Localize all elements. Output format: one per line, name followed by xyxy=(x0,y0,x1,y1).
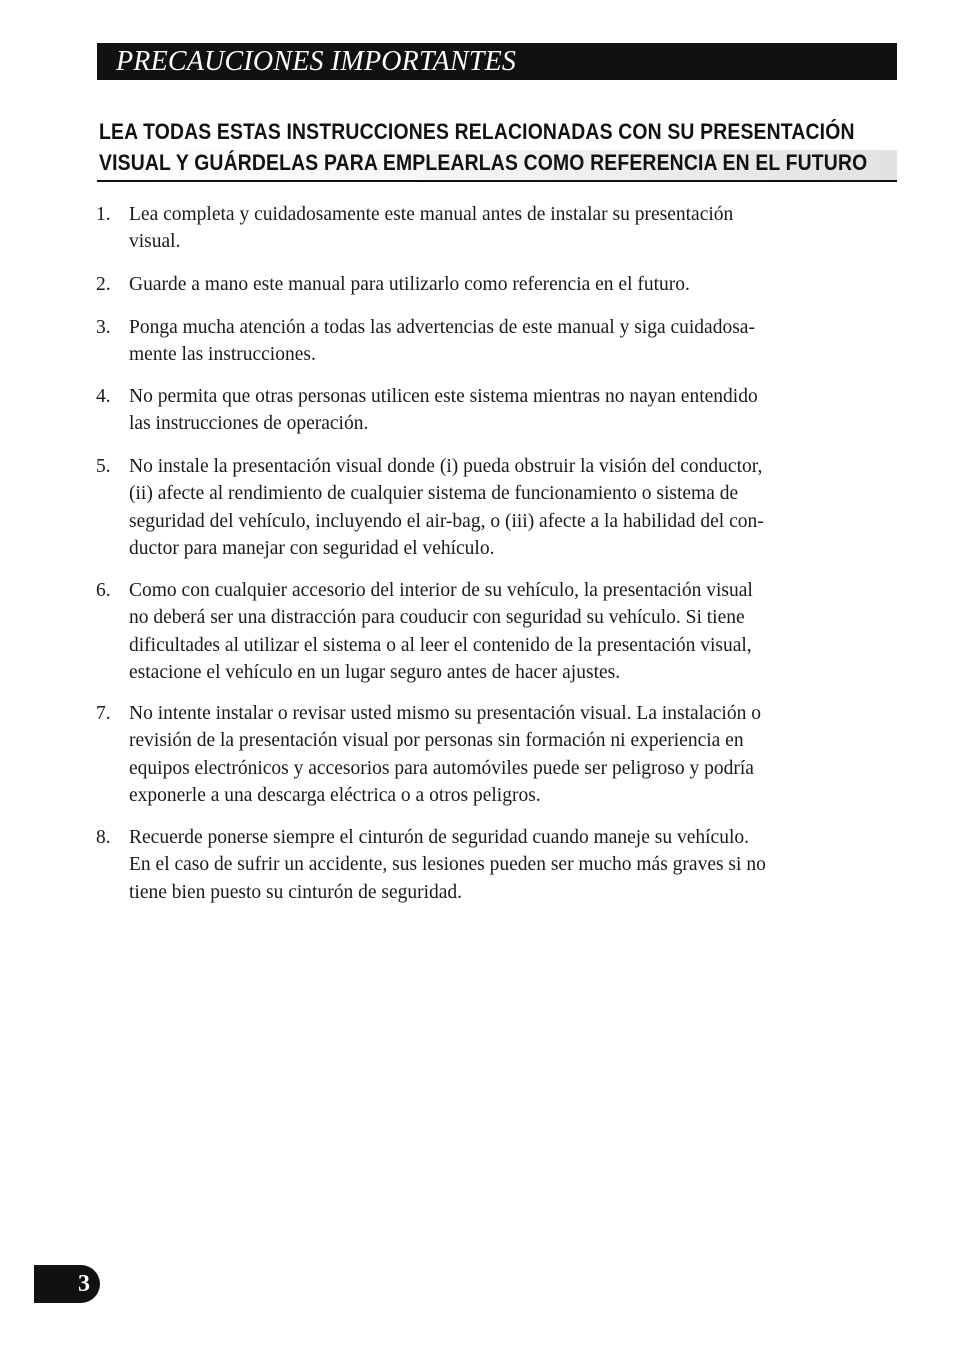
subheading-line-2: VISUAL Y GUÁRDELAS PARA EMPLEARLAS COMO REFERENCIA EN EL FUTURO xyxy=(99,150,868,175)
list-item-6 xyxy=(96,577,872,686)
list-item-text xyxy=(129,824,872,906)
subheading xyxy=(99,116,868,178)
text-line: revisión de la presentación visual por personas sin formación ni experiencia en xyxy=(129,730,744,752)
text-line: ductor para manejar con seguridad el vehículo. xyxy=(129,537,495,559)
list-item-number: 5. xyxy=(96,456,111,477)
section-title-bar xyxy=(97,43,897,80)
list-item-3 xyxy=(96,314,872,369)
text-line: visual. xyxy=(129,231,181,253)
list-item-text xyxy=(129,700,872,809)
text-line: (ii) afecte al rendimiento de cualquier sistema de funcionamiento o sistema de xyxy=(129,483,739,505)
list-item-4 xyxy=(96,383,872,438)
text-line: No instale la presentación visual donde (i) pueda obstruir la visión del conductor, xyxy=(129,456,763,477)
text-line: No permita que otras personas utilicen este sistema mientras no nayan entendido xyxy=(129,386,758,407)
text-line: exponerle a una descarga eléctrica o a otros peligros. xyxy=(129,784,541,806)
list-item-8 xyxy=(96,824,872,906)
subheading-underline xyxy=(97,180,897,182)
text-line: equipos electrónicos y accesorios para automóviles puede ser peligroso y podría xyxy=(129,757,754,779)
text-line: tiene bien puesto su cinturón de seguridad. xyxy=(129,881,463,903)
text-line: no deberá ser una distracción para couducir con seguridad su vehículo. Si tiene xyxy=(129,607,745,629)
list-item-number: 4. xyxy=(96,386,111,407)
list-item-text xyxy=(129,453,872,562)
list-item-5 xyxy=(96,453,872,562)
text-line: Guarde a mano este manual para utilizarlo como referencia en el futuro. xyxy=(129,274,690,295)
list-item-number: 7. xyxy=(96,703,111,724)
list-item-1 xyxy=(96,201,872,256)
text-line: Lea completa y cuidadosamente este manual antes de instalar su presentación xyxy=(129,204,734,225)
list-item-number: 3. xyxy=(96,317,111,338)
list-item-2 xyxy=(96,271,872,298)
list-item-number: 6. xyxy=(96,580,111,601)
list-item-text xyxy=(129,383,872,438)
text-line: En el caso de sufrir un accidente, sus lesiones pueden ser mucho más graves si no xyxy=(129,854,766,876)
page-number: 3 xyxy=(78,1271,90,1297)
text-line: seguridad del vehículo, incluyendo el air-bag, o (iii) afecte a la habilidad del con- xyxy=(129,510,764,532)
text-line: Recuerde ponerse siempre el cinturón de seguridad cuando maneje su vehículo. xyxy=(129,827,749,848)
text-line: No intente instalar o revisar usted mismo su presentación visual. La instalación o xyxy=(129,703,761,724)
text-line: estacione el vehículo en un lugar seguro antes de hacer ajustes. xyxy=(129,661,621,683)
subheading-line-1: LEA TODAS ESTAS INSTRUCCIONES RELACIONADAS CON SU PRESENTACIÓN xyxy=(99,119,855,144)
list-item-text xyxy=(129,271,872,298)
text-line: mente las instrucciones. xyxy=(129,344,316,366)
text-line: Como con cualquier accesorio del interior de su vehículo, la presentación visual xyxy=(129,580,753,601)
list-item-number: 8. xyxy=(96,827,111,848)
text-line: Ponga mucha atención a todas las advertencias de este manual y siga cuidadosa- xyxy=(129,317,755,338)
list-item-7 xyxy=(96,700,872,809)
list-item-number: 1. xyxy=(96,204,111,225)
text-line: las instrucciones de operación. xyxy=(129,413,369,435)
list-item-text xyxy=(129,577,872,686)
list-item-text xyxy=(129,201,872,256)
section-title: PRECAUCIONES IMPORTANTES xyxy=(116,46,517,77)
page-number-badge xyxy=(34,1265,100,1303)
text-line: dificultades al utilizar el sistema o al leer el contenido de la presentación visual, xyxy=(129,634,752,656)
list-item-text xyxy=(129,314,872,369)
list-item-number: 2. xyxy=(96,274,111,295)
